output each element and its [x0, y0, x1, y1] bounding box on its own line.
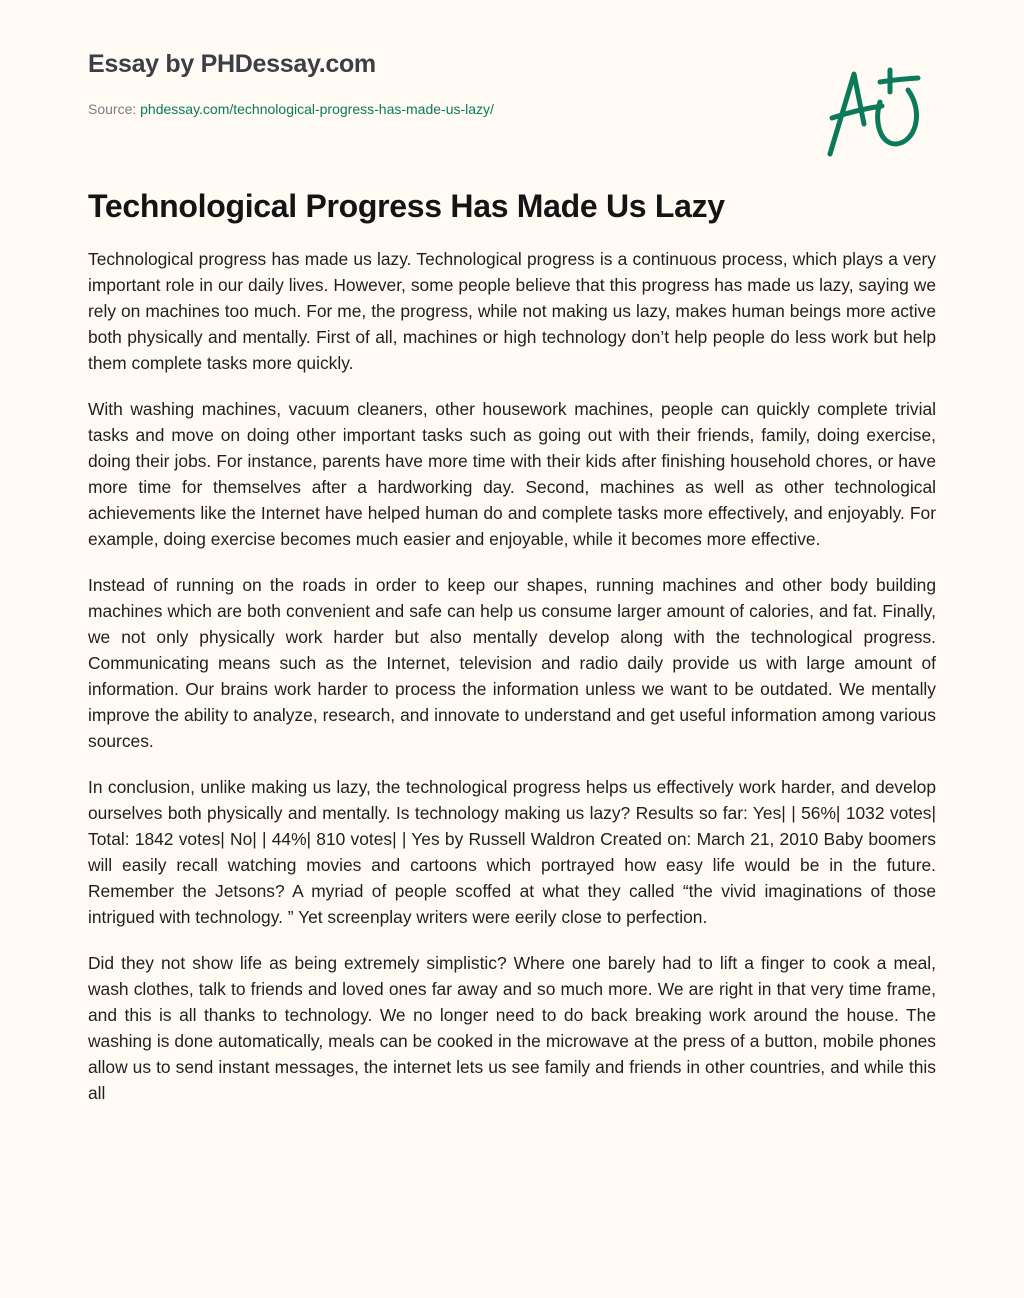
paragraph: In conclusion, unlike making us lazy, the technological progress helps us effectively work harder, and develop ourselves both physically and mentally. Is technology making us lazy? Results so far: Yes| | 56%| 1032 votes| Total: 1842 votes| No| | 44%| 810 votes| | Yes by Russell Waldron Created on: March 21, 2010 Baby boomers will easily recall watching movies and cartoons which portrayed how easy life would be in the future. Remember the Jetsons? A myriad of people scoffed at what they called “the vivid imaginations of those intrigued with technology. ” Yet screenplay writers were eerily close to perfection. [88, 777, 936, 927]
page-title: Technological Progress Has Made Us Lazy [88, 188, 725, 224]
paragraph: With washing machines, vacuum cleaners, other housework machines, people can quickly complete trivial tasks and move on doing other important tasks such as going out with their friends, family, doing exercise, doing their jobs. For instance, parents have more time with their kids after finishing household chores, or have more time for themselves after a hardworking day. Second, machines as well as other technological achievements like the Internet have helped human do and complete tasks more effectively, and enjoyably. For example, doing exercise becomes much easier and enjoyable, while it becomes more effective. [88, 399, 936, 549]
paragraph: Technological progress has made us lazy. Technological progress is a continuous process, which plays a very important role in our daily lives. However, some people believe that this progress has made us lazy, saying we rely on machines too much. For me, the progress, while not making us lazy, makes human beings more active both physically and mentally. First of all, machines or high technology don’t help people do less work but help them complete tasks more quickly. [88, 249, 936, 373]
essay-body [88, 246, 936, 1255]
source-line [88, 101, 494, 117]
paragraph: Instead of running on the roads in order to keep our shapes, running machines and other body building machines which are both convenient and safe can help us consume larger amount of calories, and fat. Finally, we not only physically work harder but also mentally develop along with the technological progress. Communicating means such as the Internet, television and radio daily provide us with large amount of information. Our brains work harder to process the information unless we want to be outdated. We mentally improve the ability to analyze, research, and innovate to understand and get useful information among various sources. [88, 575, 936, 751]
site-brand: Essay by PHDessay.com [88, 50, 376, 78]
source-link[interactable]: phdessay.com/technological-progress-has-made-us-lazy/ [140, 101, 494, 117]
a-plus-logo-icon [820, 62, 930, 162]
source-label: Source: [88, 101, 137, 117]
paragraph: Did they not show life as being extremely simplistic? Where one barely had to lift a finger to cook a meal, wash clothes, talk to friends and loved ones far away and so much more. We are right in that very time frame, and this is all thanks to technology. We no longer need to do back breaking work around the house. The washing is done automatically, meals can be cooked in the microwave at the press of a button, mobile phones allow us to send instant messages, the internet lets us see family and friends in other countries, and while this all [88, 953, 936, 1103]
